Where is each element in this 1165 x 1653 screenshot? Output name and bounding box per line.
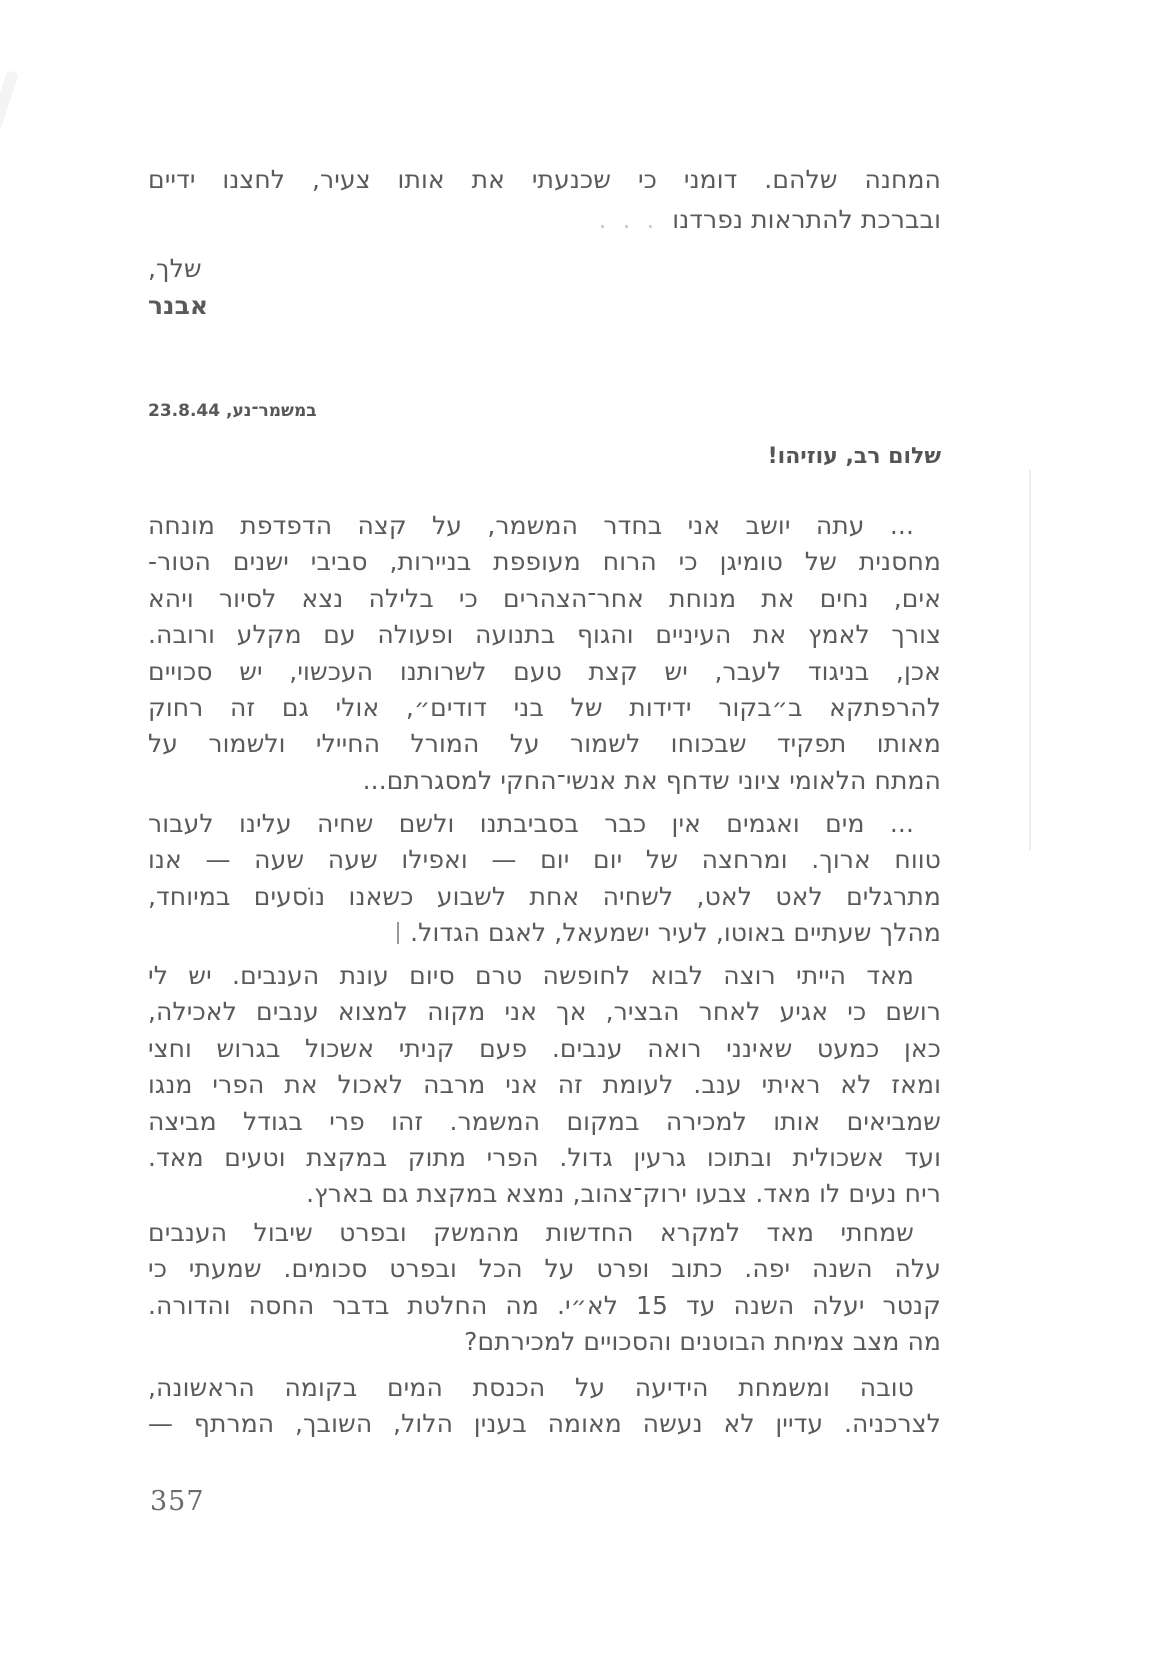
- text-line: צורך לאמץ את העיניים והגוף בתנועה ופעולה עם מקלע ורובה.: [148, 620, 941, 650]
- text-line: ועד אשכולית ובתוכו גרעין גדול. הפרי מתוק במקצת וטעים מאד.: [148, 1142, 941, 1172]
- text-line: קנטר יעלה השנה עד 15 לא״י. מה החלטת בדבר החסה והדורה.: [148, 1290, 942, 1320]
- text-segment: ובברכת להתראות נפרדנו: [672, 205, 941, 234]
- text-line: עלה השנה יפה. כתוב ופרט על הכל ובפרט סכומים. שמעתי כי: [148, 1254, 941, 1284]
- text-line: מאד הייתי רוצה לבוא לחופשה טרם סיום עונת הענבים. יש לי: [148, 961, 914, 990]
- text-line: מה מצב צמיחת הבוטנים והסכויים למכירתם?: [464, 1327, 941, 1357]
- text-line: המחנה שלהם. דומני כי שכנעתי את אותו צעיר, לחצנו ידיים: [148, 165, 941, 194]
- letter-paragraph: [148, 958, 941, 1213]
- letter-paragraph: [148, 806, 941, 952]
- text-line: טובה ומשמחת הידיעה על הכנסת המים בקומה הראשונה,: [148, 1373, 914, 1402]
- text-line: אים, נחים את מנוחת אחר־הצהרים כי בלילה נצא לסיור ויהא: [148, 583, 941, 613]
- text-line: אכן, בניגוד לעבר, יש קצת טעם לשרותנו העכשוי, יש סכויים: [148, 656, 941, 686]
- text-line: מאותו תפקיד שבכוחו לשמור על המורל החיילי ולשמור על: [148, 729, 941, 759]
- page-number: 357: [150, 1486, 205, 1517]
- letter-dateline: במשמר־נע, 23.8.44: [148, 401, 317, 421]
- letter-paragraph: [148, 1370, 941, 1443]
- text-line: [148, 915, 941, 951]
- text-line: שמביאים אותו למכירה במקום המשמר. זהו פרי בגודל מביצה: [148, 1106, 941, 1136]
- text-line: ... עתה יושב אני בחדר המשמר, על קצה הדפדפת מונחה: [148, 511, 914, 540]
- text-line: ומאז לא ראיתי ענב. לעומת זה אני מרבה לאכול את הפרי מנגו: [148, 1070, 941, 1100]
- scan-artifact-corner: [0, 70, 19, 142]
- letter-greeting: שלום רב, עוזיהו!: [767, 444, 941, 469]
- text-line: שמחתי מאד למקרא החדשות מהמשק ובפרט שיבול הענבים: [148, 1218, 914, 1247]
- text-line: רושם כי אגיע לאחר הבציר, אך אני מקוה למצוא ענבים לאכילה,: [148, 997, 941, 1027]
- signature-name: אבנר: [148, 291, 209, 320]
- signature-closing: שלך,: [148, 254, 202, 283]
- signature-block: [148, 250, 941, 324]
- scan-artifact-edge-line: [1029, 470, 1031, 850]
- text-line: המתח הלאומי ציוני שדחף את אנשי־החקי למסגרתם...: [362, 765, 941, 795]
- letter-paragraph: [148, 508, 941, 799]
- text-line: כאן כמעט שאינני רואה ענבים. פעם קניתי אשכול בגרוש וחצי: [148, 1033, 941, 1063]
- text-line: לצרכניה. עדיין לא נעשה מאומה בענין הלול, השובך, המרתף —: [148, 1409, 941, 1439]
- text-line: ... מים ואגמים אין כבר בסביבתנו ולשם שחיה עלינו לעבור: [148, 809, 914, 838]
- text-line: [148, 200, 941, 240]
- previous-letter-fragment: [148, 160, 941, 240]
- text-line: להרפתקא ב״בקור ידידות של בני דודים״, אולי גם זה רחוק: [148, 692, 941, 722]
- text-line: ריח נעים לו מאד. צבעו ירוק־צהוב, נמצא במקצת גם בארץ.: [306, 1179, 941, 1209]
- faded-ellipsis: . . .: [598, 205, 659, 234]
- letter-paragraph: [148, 1215, 941, 1361]
- text-line: מחסנית של טומיגן כי הרוח מעופפת בניירות, סביבי ישנים הטור-: [148, 547, 941, 577]
- text-line: טווח ארוך. ומרחצה של יום יום — ואפילו שעה שעה — אנו: [148, 845, 941, 875]
- text-line: מתרגלים לאט לאט, לשחיה אחת לשבוע כשאנו נוֹסעים במיוחד,: [148, 881, 941, 911]
- text-segment: מהלך שעתיים באוטו, לעיר ישמעאל, לאגם הגדול.: [410, 918, 941, 948]
- scan-artifact-tick: [397, 922, 399, 944]
